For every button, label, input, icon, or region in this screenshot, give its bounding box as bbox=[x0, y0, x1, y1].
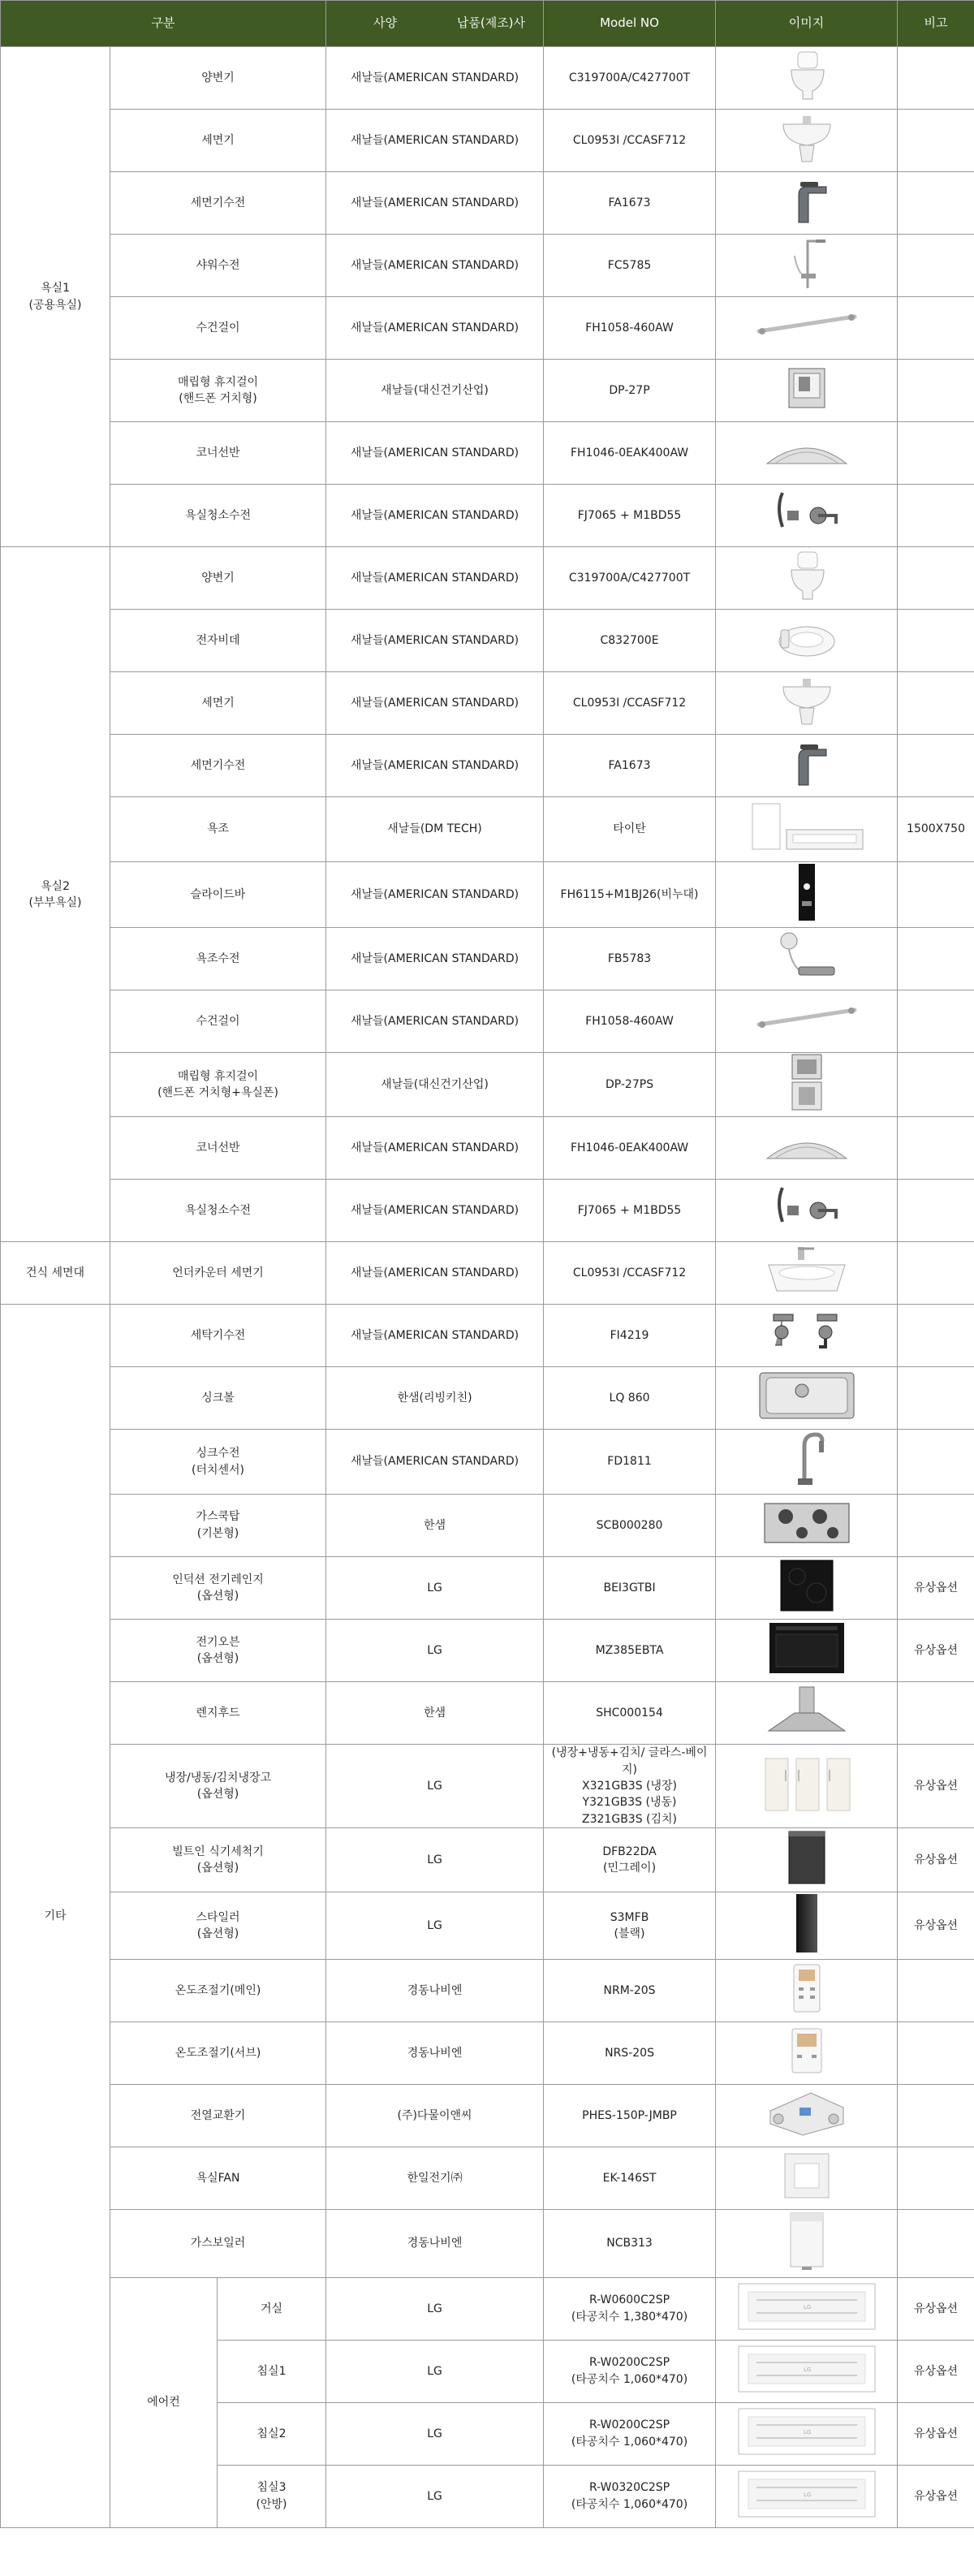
maker-cell: 새날들(AMERICAN STANDARD) bbox=[326, 1430, 544, 1494]
maker-cell: 경동나비엔 bbox=[326, 2022, 544, 2085]
maker-cell: LG bbox=[326, 2465, 544, 2527]
faucet-icon bbox=[721, 175, 892, 231]
note-cell bbox=[898, 1305, 974, 1367]
image-cell bbox=[716, 297, 898, 360]
item-name: 매립형 휴지걸이 (핸드폰 거치형+욕실폰) bbox=[110, 1053, 326, 1117]
maker-cell: 새날들(AMERICAN STANDARD) bbox=[326, 735, 544, 797]
model-cell: FH6115+M1BJ26(비누대) bbox=[544, 861, 716, 927]
maker-cell: 새날들(AMERICAN STANDARD) bbox=[326, 422, 544, 485]
maker-cell: LG bbox=[326, 1556, 544, 1619]
note-cell bbox=[898, 1430, 974, 1494]
image-cell bbox=[716, 1682, 898, 1745]
table-row bbox=[1, 735, 974, 797]
table-row bbox=[1, 422, 974, 485]
maker-cell: 새날들(AMERICAN STANDARD) bbox=[326, 47, 544, 110]
cleaning-faucet-icon bbox=[721, 1181, 892, 1240]
note-cell: 유상옵션 bbox=[898, 2465, 974, 2527]
model-cell: DP-27P bbox=[544, 360, 716, 422]
image-cell bbox=[716, 172, 898, 235]
maker-cell: 새날들(대신건기산업) bbox=[326, 360, 544, 422]
maker-cell: 한일전기㈜ bbox=[326, 2147, 544, 2210]
sink-faucet-icon bbox=[721, 1430, 892, 1493]
ceiling-aircon-icon bbox=[721, 2280, 892, 2337]
model-cell: NRS-20S bbox=[544, 2022, 716, 2085]
svg-text:LG: LG bbox=[803, 2428, 811, 2436]
item-name: 세면기 bbox=[110, 110, 326, 172]
note-cell: 1500X750 bbox=[898, 797, 974, 861]
shower-icon bbox=[721, 235, 892, 296]
toilet-icon bbox=[721, 49, 892, 107]
cleaning-faucet-icon bbox=[721, 486, 892, 545]
image-cell bbox=[716, 2277, 898, 2340]
table-row bbox=[1, 610, 974, 672]
item-name: 코너선반 bbox=[110, 1117, 326, 1180]
maker-cell: LG bbox=[326, 1892, 544, 1960]
image-cell bbox=[716, 547, 898, 610]
styler-icon bbox=[721, 1892, 892, 1959]
maker-cell: 새날들(AMERICAN STANDARD) bbox=[326, 485, 544, 547]
note-cell bbox=[898, 297, 974, 360]
image-cell bbox=[716, 797, 898, 861]
table-row bbox=[1, 797, 974, 861]
model-cell: MZ385EBTA bbox=[544, 1620, 716, 1682]
note-cell bbox=[898, 547, 974, 610]
header-note: 비고 bbox=[898, 1, 974, 47]
maker-cell: 새날들(AMERICAN STANDARD) bbox=[326, 861, 544, 927]
model-cell: R-W0600C2SP (타공치수 1,380*470) bbox=[544, 2277, 716, 2340]
note-cell bbox=[898, 1053, 974, 1117]
model-cell: SHC000154 bbox=[544, 1682, 716, 1745]
note-cell bbox=[898, 360, 974, 422]
image-cell bbox=[716, 47, 898, 110]
model-cell: CL0953I /CCASF712 bbox=[544, 1242, 716, 1305]
item-name: 수건걸이 bbox=[110, 990, 326, 1053]
table-row bbox=[1, 485, 974, 547]
header-spec-maker bbox=[326, 1, 544, 47]
note-cell bbox=[898, 2022, 974, 2085]
maker-cell: 새날들(대신건기산업) bbox=[326, 1053, 544, 1117]
item-name: 세면기수전 bbox=[110, 735, 326, 797]
thermostat-main-icon bbox=[721, 1963, 892, 2018]
group-label: 기타 bbox=[1, 1305, 110, 2527]
maker-cell: LG bbox=[326, 1827, 544, 1892]
maker-cell: 새날들(AMERICAN STANDARD) bbox=[326, 672, 544, 735]
note-cell bbox=[898, 927, 974, 990]
aircon-label: 에어컨 bbox=[110, 2277, 218, 2527]
model-cell: (냉장+냉동+김치/ 글라스-베이지) X321GB3S (냉장) Y321GB3S (냉동) Z321GB3S (김치) bbox=[544, 1745, 716, 1827]
item-name: 슬라이드바 bbox=[110, 861, 326, 927]
table-row bbox=[1, 927, 974, 990]
table-row bbox=[1, 990, 974, 1053]
image-cell bbox=[716, 422, 898, 485]
note-cell bbox=[898, 485, 974, 547]
note-cell bbox=[898, 1682, 974, 1745]
table-row bbox=[1, 861, 974, 927]
model-cell: PHES-150P-JMBP bbox=[544, 2085, 716, 2147]
induction-icon bbox=[721, 1557, 892, 1619]
image-cell bbox=[716, 1960, 898, 2022]
table-row bbox=[1, 547, 974, 610]
table-row bbox=[1, 672, 974, 735]
note-cell bbox=[898, 1242, 974, 1305]
image-cell bbox=[716, 1180, 898, 1242]
item-name: 온도조절기(메인) bbox=[110, 1960, 326, 2022]
model-cell: LQ 860 bbox=[544, 1367, 716, 1430]
table-row bbox=[1, 110, 974, 172]
item-name: 냉장/냉동/김치냉장고 (옵션형) bbox=[110, 1745, 326, 1827]
group-label: 욕실1 (공용욕실) bbox=[1, 47, 110, 547]
model-cell: R-W0200C2SP (타공치수 1,060*470) bbox=[544, 2402, 716, 2465]
maker-cell: 새날들(AMERICAN STANDARD) bbox=[326, 110, 544, 172]
maker-cell: 한샘 bbox=[326, 1682, 544, 1745]
towel-bar-icon bbox=[721, 312, 892, 344]
ceiling-aircon-icon bbox=[721, 2468, 892, 2525]
note-cell bbox=[898, 672, 974, 735]
image-cell bbox=[716, 672, 898, 735]
model-cell: FH1058-460AW bbox=[544, 990, 716, 1053]
note-cell: 유상옵션 bbox=[898, 1892, 974, 1960]
room-name: 침실3 (안방) bbox=[218, 2465, 326, 2527]
image-cell bbox=[716, 1305, 898, 1367]
table-row bbox=[1, 235, 974, 297]
item-name: 렌지후드 bbox=[110, 1682, 326, 1745]
table-row bbox=[1, 1494, 974, 1556]
table-row bbox=[1, 1117, 974, 1180]
image-cell bbox=[716, 2085, 898, 2147]
item-name: 온도조절기(서브) bbox=[110, 2022, 326, 2085]
maker-cell: LG bbox=[326, 2402, 544, 2465]
towel-bar-icon bbox=[721, 1005, 892, 1038]
model-cell: R-W0200C2SP (타공치수 1,060*470) bbox=[544, 2340, 716, 2402]
header-image: 이미지 bbox=[716, 1, 898, 47]
slide-bar-icon bbox=[721, 862, 892, 927]
image-cell bbox=[716, 1242, 898, 1305]
note-cell bbox=[898, 610, 974, 672]
model-cell: FJ7065 + M1BD55 bbox=[544, 485, 716, 547]
range-hood-icon bbox=[721, 1684, 892, 1742]
image-cell bbox=[716, 110, 898, 172]
image-cell bbox=[716, 2147, 898, 2210]
maker-cell: 새날들(AMERICAN STANDARD) bbox=[326, 610, 544, 672]
model-cell: FB5783 bbox=[544, 927, 716, 990]
note-cell: 유상옵션 bbox=[898, 1620, 974, 1682]
model-cell: CL0953I /CCASF712 bbox=[544, 672, 716, 735]
note-cell bbox=[898, 1367, 974, 1430]
image-cell bbox=[716, 1117, 898, 1180]
note-cell: 유상옵션 bbox=[898, 1827, 974, 1892]
note-cell bbox=[898, 2147, 974, 2210]
item-name: 양변기 bbox=[110, 47, 326, 110]
dishwasher-icon bbox=[721, 1828, 892, 1892]
image-cell bbox=[716, 1892, 898, 1960]
note-cell bbox=[898, 422, 974, 485]
image-cell bbox=[716, 735, 898, 797]
note-cell: 유상옵션 bbox=[898, 1745, 974, 1827]
gas-cooktop-icon bbox=[721, 1499, 892, 1552]
bathtub-icon bbox=[721, 797, 892, 861]
image-cell bbox=[716, 610, 898, 672]
model-cell: DFB22DA (민그레이) bbox=[544, 1827, 716, 1892]
item-name: 매립형 휴지걸이 (핸드폰 거치형) bbox=[110, 360, 326, 422]
image-cell bbox=[716, 360, 898, 422]
faucet-icon bbox=[721, 738, 892, 793]
item-name: 빌트인 식기세척기 (옵션형) bbox=[110, 1827, 326, 1892]
maker-cell: 경동나비엔 bbox=[326, 2210, 544, 2277]
image-cell bbox=[716, 1827, 898, 1892]
ceiling-aircon-icon bbox=[721, 2343, 892, 2400]
item-name: 언더카운터 세면기 bbox=[110, 1242, 326, 1305]
oven-icon bbox=[721, 1620, 892, 1681]
room-name: 거실 bbox=[218, 2277, 326, 2340]
header-maker: 납품(제조)사 bbox=[456, 15, 526, 31]
model-cell: FC5785 bbox=[544, 235, 716, 297]
room-name: 침실1 bbox=[218, 2340, 326, 2402]
image-cell bbox=[716, 1745, 898, 1827]
note-cell bbox=[898, 861, 974, 927]
item-name: 샤워수전 bbox=[110, 235, 326, 297]
header-spec: 사양 bbox=[373, 15, 398, 31]
maker-cell: LG bbox=[326, 2277, 544, 2340]
image-cell bbox=[716, 1494, 898, 1556]
note-cell bbox=[898, 110, 974, 172]
table-row bbox=[1, 297, 974, 360]
note-cell bbox=[898, 990, 974, 1053]
header-model: Model NO bbox=[544, 1, 716, 47]
model-cell: NCB313 bbox=[544, 2210, 716, 2277]
table-row bbox=[1, 1960, 974, 2022]
maker-cell: LG bbox=[326, 1620, 544, 1682]
corner-shelf-icon bbox=[721, 431, 892, 475]
item-name: 전기오븐 (옵션형) bbox=[110, 1620, 326, 1682]
model-cell: C319700A/C427700T bbox=[544, 547, 716, 610]
svg-text:LG: LG bbox=[803, 2303, 811, 2311]
model-cell: FI4219 bbox=[544, 1305, 716, 1367]
model-cell: CL0953I /CCASF712 bbox=[544, 110, 716, 172]
table-row bbox=[1, 1053, 974, 1117]
table-row bbox=[1, 360, 974, 422]
model-cell: FJ7065 + M1BD55 bbox=[544, 1180, 716, 1242]
maker-cell: 한샘 bbox=[326, 1494, 544, 1556]
table-row bbox=[1, 1745, 974, 1827]
image-cell bbox=[716, 235, 898, 297]
image-cell bbox=[716, 1053, 898, 1117]
table-row bbox=[1, 2022, 974, 2085]
model-cell: FA1673 bbox=[544, 735, 716, 797]
model-cell: EK-146ST bbox=[544, 2147, 716, 2210]
item-name: 욕실청소수전 bbox=[110, 485, 326, 547]
paper-holder-phone-icon bbox=[721, 1053, 892, 1116]
washer-faucet-icon bbox=[721, 1308, 892, 1363]
item-name: 욕실FAN bbox=[110, 2147, 326, 2210]
note-cell: 유상옵션 bbox=[898, 2277, 974, 2340]
table-row bbox=[1, 1180, 974, 1242]
model-cell: FD1811 bbox=[544, 1430, 716, 1494]
refrigerator-icon bbox=[721, 1754, 892, 1819]
model-cell: R-W0320C2SP (타공치수 1,060*470) bbox=[544, 2465, 716, 2527]
item-name: 전열교환기 bbox=[110, 2085, 326, 2147]
item-name: 세면기수전 bbox=[110, 172, 326, 235]
corner-shelf-icon bbox=[721, 1126, 892, 1170]
svg-text:LG: LG bbox=[803, 2491, 811, 2498]
note-cell bbox=[898, 2085, 974, 2147]
table-row bbox=[1, 1430, 974, 1494]
maker-cell: 새날들(AMERICAN STANDARD) bbox=[326, 990, 544, 1053]
maker-cell: 새날들(AMERICAN STANDARD) bbox=[326, 1305, 544, 1367]
model-cell: C319700A/C427700T bbox=[544, 47, 716, 110]
item-name: 가스보일러 bbox=[110, 2210, 326, 2277]
bidet-icon bbox=[721, 614, 892, 667]
toilet-icon bbox=[721, 549, 892, 607]
image-cell bbox=[716, 1620, 898, 1682]
maker-cell: 경동나비엔 bbox=[326, 1960, 544, 2022]
item-name: 욕조수전 bbox=[110, 927, 326, 990]
model-cell: FH1058-460AW bbox=[544, 297, 716, 360]
item-name: 인덕션 전기레인지 (옵션형) bbox=[110, 1556, 326, 1619]
maker-cell: 새날들(AMERICAN STANDARD) bbox=[326, 172, 544, 235]
item-name: 코너선반 bbox=[110, 422, 326, 485]
bath-faucet-icon bbox=[721, 928, 892, 990]
image-cell bbox=[716, 1556, 898, 1619]
heat-exchanger-icon bbox=[721, 2086, 892, 2145]
model-cell: DP-27PS bbox=[544, 1053, 716, 1117]
model-cell: FA1673 bbox=[544, 172, 716, 235]
note-cell bbox=[898, 235, 974, 297]
model-cell: FH1046-0EAK400AW bbox=[544, 422, 716, 485]
header-row bbox=[1, 1, 974, 47]
note-cell bbox=[898, 2210, 974, 2277]
basin-icon bbox=[721, 113, 892, 168]
item-name: 가스쿡탑 (기본형) bbox=[110, 1494, 326, 1556]
maker-cell: 새날들(AMERICAN STANDARD) bbox=[326, 1242, 544, 1305]
item-name: 욕조 bbox=[110, 797, 326, 861]
maker-cell: 한샘(리빙키친) bbox=[326, 1367, 544, 1430]
note-cell: 유상옵션 bbox=[898, 1556, 974, 1619]
image-cell bbox=[716, 485, 898, 547]
group-label: 욕실2 (부부욕실) bbox=[1, 547, 110, 1242]
room-name: 침실2 bbox=[218, 2402, 326, 2465]
item-name: 양변기 bbox=[110, 547, 326, 610]
image-cell bbox=[716, 2402, 898, 2465]
image-cell bbox=[716, 2210, 898, 2277]
table-row bbox=[1, 172, 974, 235]
item-name: 스타일러 (옵션형) bbox=[110, 1892, 326, 1960]
image-cell bbox=[716, 2340, 898, 2402]
header-category: 구분 bbox=[1, 1, 326, 47]
basin-icon bbox=[721, 675, 892, 731]
undercounter-basin-icon bbox=[721, 1244, 892, 1302]
note-cell bbox=[898, 172, 974, 235]
table-row bbox=[1, 1827, 974, 1892]
model-cell: C832700E bbox=[544, 610, 716, 672]
item-name: 수건걸이 bbox=[110, 297, 326, 360]
maker-cell: 새날들(AMERICAN STANDARD) bbox=[326, 547, 544, 610]
sink-bowl-icon bbox=[721, 1370, 892, 1426]
image-cell bbox=[716, 861, 898, 927]
note-cell bbox=[898, 1180, 974, 1242]
item-name: 전자비데 bbox=[110, 610, 326, 672]
maker-cell: 새날들(DM TECH) bbox=[326, 797, 544, 861]
maker-cell: (주)다물이앤씨 bbox=[326, 2085, 544, 2147]
table-row bbox=[1, 1556, 974, 1619]
note-cell: 유상옵션 bbox=[898, 2340, 974, 2402]
table-row bbox=[1, 1305, 974, 1367]
model-cell: SCB000280 bbox=[544, 1494, 716, 1556]
note-cell bbox=[898, 735, 974, 797]
model-cell: FH1046-0EAK400AW bbox=[544, 1117, 716, 1180]
image-cell bbox=[716, 2465, 898, 2527]
table-row bbox=[1, 2210, 974, 2277]
table-row bbox=[1, 47, 974, 110]
table-row bbox=[1, 2085, 974, 2147]
table-row bbox=[1, 1682, 974, 1745]
item-name: 싱크수전 (터치센서) bbox=[110, 1430, 326, 1494]
aircon-row bbox=[1, 2277, 974, 2340]
item-name: 세면기 bbox=[110, 672, 326, 735]
maker-cell: LG bbox=[326, 1745, 544, 1827]
item-name: 세탁기수전 bbox=[110, 1305, 326, 1367]
table-row bbox=[1, 1892, 974, 1960]
maker-cell: 새날들(AMERICAN STANDARD) bbox=[326, 235, 544, 297]
table-row bbox=[1, 2147, 974, 2210]
paper-holder-icon bbox=[721, 365, 892, 416]
boiler-icon bbox=[721, 2210, 892, 2276]
model-cell: BEI3GTBI bbox=[544, 1556, 716, 1619]
model-cell: 타이탄 bbox=[544, 797, 716, 861]
maker-cell: LG bbox=[326, 2340, 544, 2402]
note-cell bbox=[898, 47, 974, 110]
image-cell bbox=[716, 1367, 898, 1430]
note-cell bbox=[898, 1117, 974, 1180]
model-cell: NRM-20S bbox=[544, 1960, 716, 2022]
item-name: 욕실청소수전 bbox=[110, 1180, 326, 1242]
note-cell: 유상옵션 bbox=[898, 2402, 974, 2465]
note-cell bbox=[898, 1960, 974, 2022]
group-label: 건식 세면대 bbox=[1, 1242, 110, 1305]
bath-fan-icon bbox=[721, 2149, 892, 2207]
model-cell: S3MFB (블랙) bbox=[544, 1892, 716, 1960]
table-row bbox=[1, 1242, 974, 1305]
item-name: 싱크볼 bbox=[110, 1367, 326, 1430]
ceiling-aircon-icon bbox=[721, 2406, 892, 2462]
note-cell bbox=[898, 1494, 974, 1556]
svg-text:LG: LG bbox=[803, 2366, 811, 2373]
image-cell bbox=[716, 1430, 898, 1494]
image-cell bbox=[716, 2022, 898, 2085]
image-cell bbox=[716, 927, 898, 990]
maker-cell: 새날들(AMERICAN STANDARD) bbox=[326, 1180, 544, 1242]
maker-cell: 새날들(AMERICAN STANDARD) bbox=[326, 297, 544, 360]
maker-cell: 새날들(AMERICAN STANDARD) bbox=[326, 1117, 544, 1180]
maker-cell: 새날들(AMERICAN STANDARD) bbox=[326, 927, 544, 990]
thermostat-sub-icon bbox=[721, 2027, 892, 2079]
table-row bbox=[1, 1367, 974, 1430]
table-row bbox=[1, 1620, 974, 1682]
image-cell bbox=[716, 990, 898, 1053]
